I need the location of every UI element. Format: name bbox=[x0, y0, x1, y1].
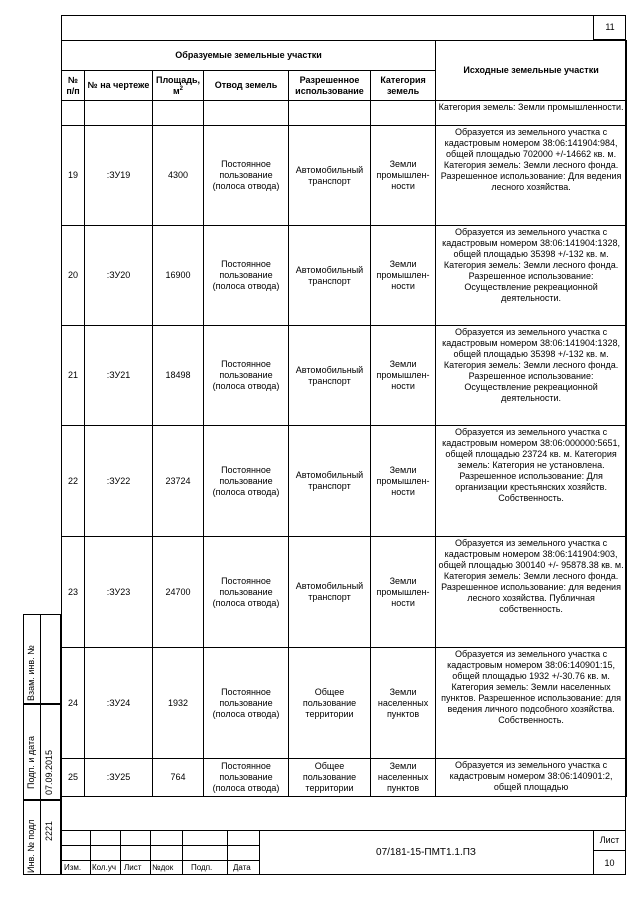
stamp-line bbox=[593, 850, 626, 851]
row-allotment: Постоянное пользование (полоса отвода) bbox=[204, 226, 289, 326]
empty-cell bbox=[289, 101, 371, 126]
row-category: Земли промышлен-ности bbox=[371, 537, 436, 648]
row-area: 764 bbox=[153, 759, 204, 797]
row-area: 4300 bbox=[153, 126, 204, 226]
formed-plots-header: Образуемые земельные участки bbox=[62, 41, 436, 71]
table-row bbox=[62, 426, 627, 537]
row-drawing: :ЗУ19 bbox=[85, 126, 153, 226]
area-unit-sup: 2 bbox=[179, 85, 183, 92]
label-ndok: №док bbox=[152, 863, 174, 872]
row-use: Автомобильный транспорт bbox=[289, 326, 371, 426]
row-use: Автомобильный транспорт bbox=[289, 537, 371, 648]
row-num: 23 bbox=[62, 537, 85, 648]
row-allotment: Постоянное пользование (полоса отвода) bbox=[204, 326, 289, 426]
row-allotment: Постоянное пользование (полоса отвода) bbox=[204, 759, 289, 797]
stamp-line bbox=[150, 830, 151, 875]
row-drawing: :ЗУ25 bbox=[85, 759, 153, 797]
stamp-line bbox=[90, 830, 91, 875]
label-data: Дата bbox=[233, 863, 251, 872]
continued-source-text: Категория земель: Земли промышленности. bbox=[436, 101, 627, 126]
table-row bbox=[62, 759, 627, 797]
row-allotment: Постоянное пользование (полоса отвода) bbox=[204, 537, 289, 648]
col-allotment-header: Отвод земель bbox=[204, 71, 289, 101]
row-allotment: Постоянное пользование (полоса отвода) bbox=[204, 648, 289, 759]
row-source: Образуется из земельного участка с кадастровым номером 38:06:000000:5651, общей площадью 23724 кв. м. Категория земель: Категория не установлена. Разрешенное использование: Для организации крестьянских хозяйств. Собственность. bbox=[436, 426, 627, 537]
row-area: 23724 bbox=[153, 426, 204, 537]
col-num-header: № п/п bbox=[62, 71, 85, 101]
table-row bbox=[62, 537, 627, 648]
stamp-line bbox=[227, 830, 228, 875]
row-drawing: :ЗУ21 bbox=[85, 326, 153, 426]
row-source: Образуется из земельного участка с кадастровым номером 38:06:141904:1328, общей площадью 35398 +/-132 кв. м. Категория земель: Земли лесного фонда. Разрешенное использование: Осуществление рекреационной деятельности. bbox=[436, 226, 627, 326]
row-num: 24 bbox=[62, 648, 85, 759]
inv-value: 2221 bbox=[44, 820, 54, 841]
label-podp: Подп. bbox=[191, 863, 213, 872]
row-source: Образуется из земельного участка с кадастровым номером 38:06:140901:2, общей площадью bbox=[436, 759, 627, 797]
row-category: Земли промышлен-ности bbox=[371, 126, 436, 226]
vzam-label: Взам. инв. № bbox=[26, 645, 36, 701]
row-source: Образуется из земельного участка с кадастровым номером 38:06:141904:1328, общей площадью 35398 +/-132 кв. м. Категория земель: Земли лесного фонда. Разрешенное использование: Осуществление рекреационной деятельности. bbox=[436, 326, 627, 426]
row-use: Общее пользование территории bbox=[289, 759, 371, 797]
row-category: Земли населенных пунктов bbox=[371, 759, 436, 797]
label-koluch: Кол.уч bbox=[92, 863, 116, 872]
stamp-line bbox=[61, 830, 626, 831]
title-block bbox=[61, 830, 626, 875]
empty-cell bbox=[153, 101, 204, 126]
row-num: 20 bbox=[62, 226, 85, 326]
side-stamp-inv bbox=[23, 800, 61, 875]
row-area: 24700 bbox=[153, 537, 204, 648]
sheet-number: 10 bbox=[604, 858, 615, 868]
row-use: Общее пользование территории bbox=[289, 648, 371, 759]
row-category: Земли промышлен-ности bbox=[371, 226, 436, 326]
empty-cell bbox=[85, 101, 153, 126]
sheet-label: Лист bbox=[599, 835, 620, 845]
land-plots-table bbox=[61, 40, 627, 797]
row-source: Образуется из земельного участка с кадастровым номером 38:06:140901:15, общей площадью 1932 +/-30.76 кв. м. Категория земель: Земли населенных пунктов. Разрешенное использование: для ведения личного подсобного хозяйства. Собственность. bbox=[436, 648, 627, 759]
row-source: Образуется из земельного участка с кадастровым номером 38:06:141904:984, общей площадью 702000 +/-14662 кв. м. Категория земель: Земли лесного фонда. Разрешенное использование: Для ведения лесного хозяйства. bbox=[436, 126, 627, 226]
podp-label: Подп. и дата bbox=[26, 735, 36, 789]
table-row bbox=[62, 126, 627, 226]
row-allotment: Постоянное пользование (полоса отвода) bbox=[204, 126, 289, 226]
row-category: Земли населенных пунктов bbox=[371, 648, 436, 759]
document-code: 07/181-15-ПМТ1.1.ПЗ bbox=[376, 847, 476, 858]
side-stamp-podp bbox=[23, 704, 61, 800]
row-num: 19 bbox=[62, 126, 85, 226]
label-izm: Изм. bbox=[64, 863, 82, 872]
row-area: 1932 bbox=[153, 648, 204, 759]
inv-label: Инв. № подл bbox=[26, 819, 36, 873]
empty-cell bbox=[371, 101, 436, 126]
empty-cell bbox=[204, 101, 289, 126]
podp-value: 07.09.2015 bbox=[44, 749, 54, 795]
col-drawing-header: № на чертеже bbox=[85, 71, 153, 101]
col-category-header: Категория земель bbox=[371, 71, 436, 101]
row-drawing: :ЗУ20 bbox=[85, 226, 153, 326]
col-area-header bbox=[153, 71, 204, 101]
row-drawing: :ЗУ24 bbox=[85, 648, 153, 759]
table-row bbox=[62, 226, 627, 326]
row-use: Автомобильный транспорт bbox=[289, 426, 371, 537]
empty-cell bbox=[62, 101, 85, 126]
row-category: Земли промышлен-ности bbox=[371, 326, 436, 426]
area-label: Площадь, м bbox=[155, 74, 201, 96]
table-row bbox=[62, 648, 627, 759]
row-drawing: :ЗУ23 bbox=[85, 537, 153, 648]
label-list: Лист bbox=[124, 863, 142, 872]
row-drawing: :ЗУ22 bbox=[85, 426, 153, 537]
col-use-header: Разрешенное использование bbox=[289, 71, 371, 101]
row-source: Образуется из земельного участка с кадастровым номером 38:06:141904:903, общей площадью 300140 +/- 95878.38 кв. м. Категория земель: Земли лесного фонда. Разрешенное использование: для ведения лесного хозяйства. Публичная собственность. bbox=[436, 537, 627, 648]
row-num: 21 bbox=[62, 326, 85, 426]
row-allotment: Постоянное пользование (полоса отвода) bbox=[204, 426, 289, 537]
source-plots-header: Исходные земельные участки bbox=[436, 41, 627, 101]
row-area: 16900 bbox=[153, 226, 204, 326]
stamp-line bbox=[120, 830, 121, 875]
row-num: 22 bbox=[62, 426, 85, 537]
row-num: 25 bbox=[62, 759, 85, 797]
stamp-line bbox=[182, 830, 183, 875]
row-use: Автомобильный транспорт bbox=[289, 126, 371, 226]
side-stamp-vzam bbox=[23, 614, 61, 704]
row-category: Земли промышлен-ности bbox=[371, 426, 436, 537]
table-row bbox=[62, 326, 627, 426]
page-number: 11 bbox=[593, 15, 626, 40]
row-area: 18498 bbox=[153, 326, 204, 426]
row-use: Автомобильный транспорт bbox=[289, 226, 371, 326]
